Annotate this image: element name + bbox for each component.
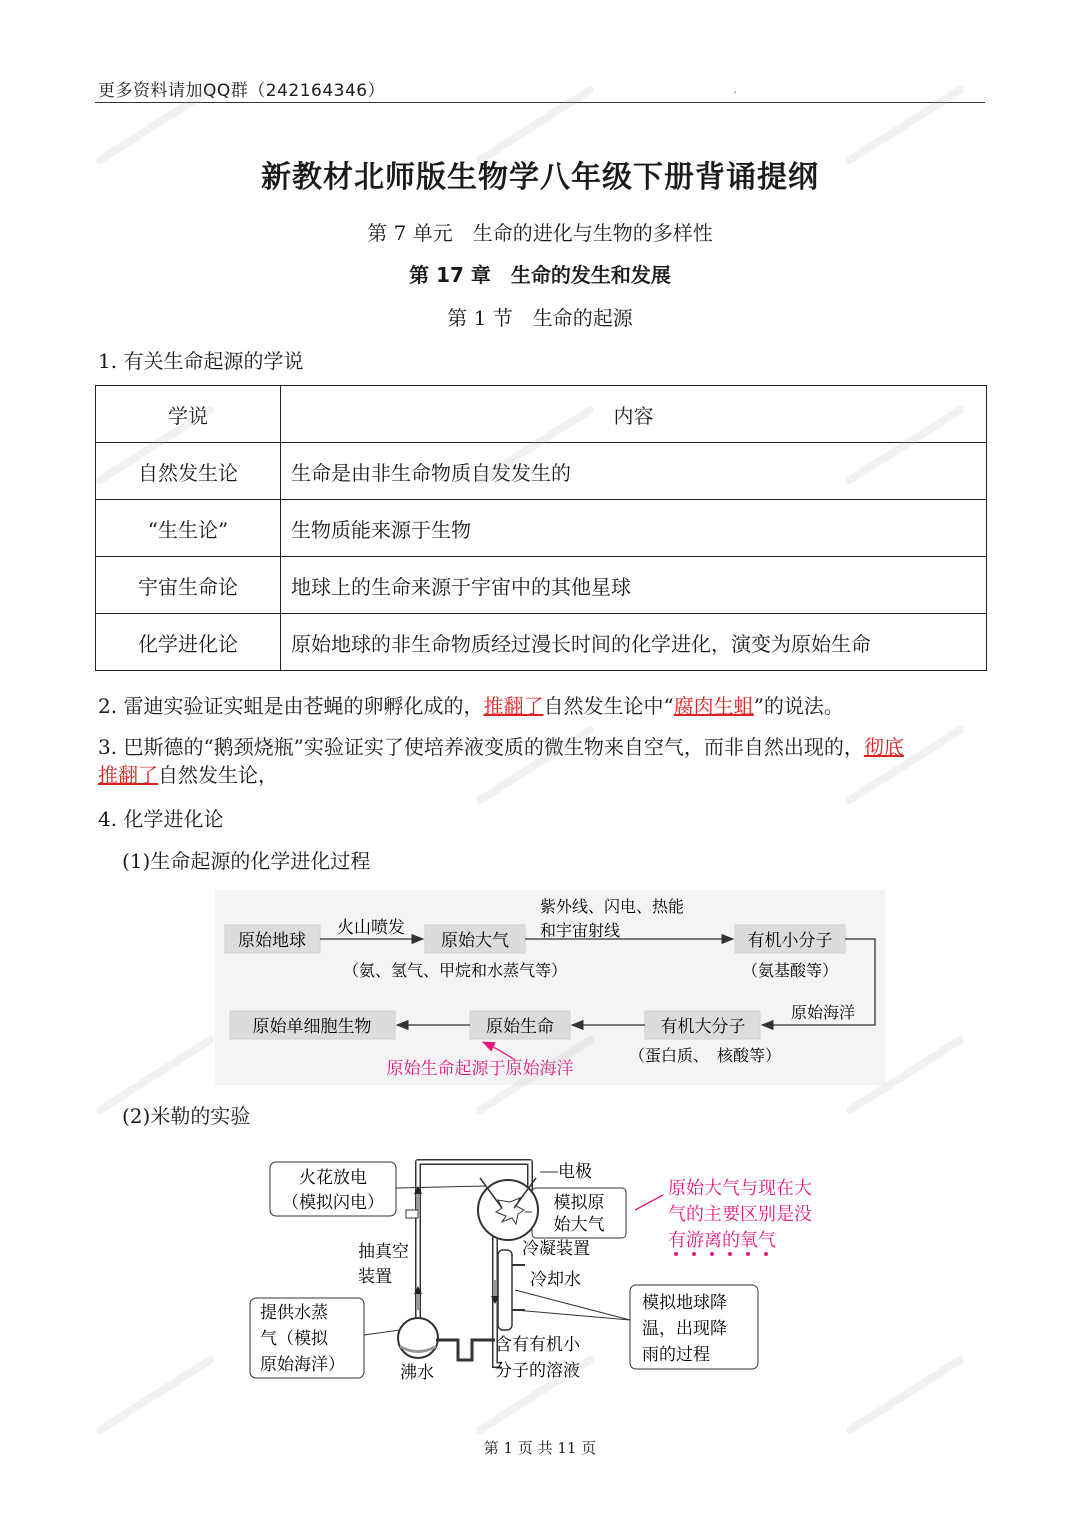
atmosphere-label-1: 模拟原	[553, 1193, 605, 1213]
item3-highlight: 推翻了	[98, 763, 158, 787]
pointer-spark	[396, 1186, 485, 1188]
item2-text: 自然发生论中“	[543, 694, 674, 718]
steam-label-1: 提供水蒸	[260, 1303, 328, 1323]
item4-sub1: (1)生命起源的化学进化过程	[122, 849, 371, 873]
large-molecule-note: （蛋白质、 核酸等）	[628, 1046, 782, 1065]
section-title: 第 1 节 生命的起源	[447, 306, 633, 330]
steam-label-2: 气（模拟	[260, 1329, 328, 1349]
rain-label-2: 温，出现降	[642, 1319, 727, 1339]
table-cell-theory: “生生论”	[96, 500, 281, 557]
table-cell-content: 生物质能来源于生物	[281, 500, 987, 557]
item2-text: ”的说法。	[753, 694, 844, 718]
item2-highlight: 推翻了	[483, 694, 544, 718]
miller-note-1: 原始大气与现在大	[668, 1178, 812, 1199]
header-dot: .	[733, 82, 737, 96]
table-cell-content: 原始地球的非生命物质经过漫长时间的化学进化，演变为原始生命	[281, 614, 987, 671]
condenser	[498, 1250, 512, 1330]
large-molecule-label: 有机大分子	[660, 1017, 746, 1037]
table-cell-theory: 宇宙生命论	[96, 557, 281, 614]
condenser-label: 冷凝装置	[522, 1239, 590, 1259]
theories-table	[95, 385, 987, 671]
item3-highlight: 彻底	[863, 735, 904, 759]
page-header: 更多资料请加QQ群（242164346）	[98, 81, 386, 101]
cell-label: 原始单细胞生物	[252, 1017, 372, 1037]
page-footer: 第 1 页 共 11 页	[483, 1439, 597, 1457]
item3-paragraph	[98, 733, 988, 789]
steam-label-3: 原始海洋）	[260, 1355, 345, 1375]
item4-sub2: (2)米勒的实验	[122, 1104, 251, 1128]
item1-heading: 1. 有关生命起源的学说	[98, 349, 304, 373]
miller-experiment-diagram	[240, 1150, 850, 1395]
small-molecule-label: 有机小分子	[747, 931, 833, 951]
miller-note-2: 气的主要区别是没	[668, 1204, 812, 1225]
unit-title: 第 7 单元 生命的进化与生物的多样性	[367, 221, 713, 245]
atmosphere-label-2: 始大气	[553, 1215, 605, 1235]
life-label: 原始生命	[486, 1017, 554, 1037]
table-cell-theory: 自然发生论	[96, 443, 281, 500]
energy-label-2: 和宇宙射线	[540, 921, 621, 940]
item3-text: 3. 巴斯德的“鹅颈烧瓶”实验证实了使培养液变质的微生物来自空气，而非自然出现的，	[98, 735, 864, 759]
atmosphere-note: （氨、氢气、甲烷和水蒸气等）	[342, 961, 568, 980]
solution-label-1: 含有有机小	[495, 1335, 580, 1355]
table-header-row	[96, 386, 987, 443]
spark-label-1: 火花放电	[299, 1168, 367, 1188]
vacuum-label-2: 装置	[358, 1267, 392, 1287]
table-cell-theory: 化学进化论	[96, 614, 281, 671]
pointer-steam	[364, 1330, 400, 1335]
miller-note-3: 有游离的氧气	[668, 1230, 776, 1251]
item3-text: 自然发生论，	[158, 763, 278, 787]
item4-heading: 4. 化学进化论	[98, 807, 224, 831]
boiling-label: 沸水	[400, 1363, 434, 1383]
document-title: 新教材北师版生物学八年级下册背诵提纲	[261, 160, 819, 195]
table-header-content: 内容	[281, 386, 987, 443]
energy-label-1: 紫外线、闪电、热能	[540, 897, 685, 916]
table-cell-content: 生命是由非生命物质自发发生的	[281, 443, 987, 500]
diagram-background	[215, 890, 885, 1085]
pink-pointer	[635, 1195, 663, 1210]
ocean-label: 原始海洋	[790, 1003, 856, 1022]
item2-highlight: 腐肉生蛆	[673, 694, 754, 718]
item2-paragraph	[98, 690, 844, 719]
table-header-theory: 学说	[96, 386, 281, 443]
atmosphere-label: 原始大气	[441, 931, 509, 951]
u-trap	[436, 1340, 495, 1360]
electrode-label: 电极	[558, 1162, 592, 1182]
table-row	[96, 500, 987, 557]
small-molecule-note: （氨基酸等）	[741, 961, 839, 980]
rain-label-1: 模拟地球降	[642, 1293, 727, 1313]
table-row	[96, 614, 987, 671]
table-cell-content: 地球上的生命来源于宇宙中的其他星球	[281, 557, 987, 614]
emphasis-dots	[674, 1252, 768, 1256]
earth-label: 原始地球	[238, 931, 306, 951]
cooling-label: 冷却水	[530, 1270, 581, 1290]
vacuum-label-1: 抽真空	[358, 1242, 409, 1262]
spark-label-2: （模拟闪电）	[282, 1193, 384, 1213]
chemical-evolution-diagram	[215, 890, 885, 1085]
table-row	[96, 557, 987, 614]
chapter-title: 第 17 章 生命的发生和发展	[409, 263, 671, 287]
rain-label-3: 雨的过程	[642, 1345, 710, 1365]
solution-label-2: 分子的溶液	[495, 1361, 580, 1381]
table-row	[96, 443, 987, 500]
vacuum-valve	[406, 1210, 418, 1218]
volcano-label: 火山喷发	[337, 918, 405, 938]
header-divider	[95, 102, 985, 103]
item2-text: 2. 雷迪实验证实蛆是由苍蝇的卵孵化成的，	[98, 694, 484, 718]
origin-note: 原始生命起源于原始海洋	[386, 1059, 574, 1079]
